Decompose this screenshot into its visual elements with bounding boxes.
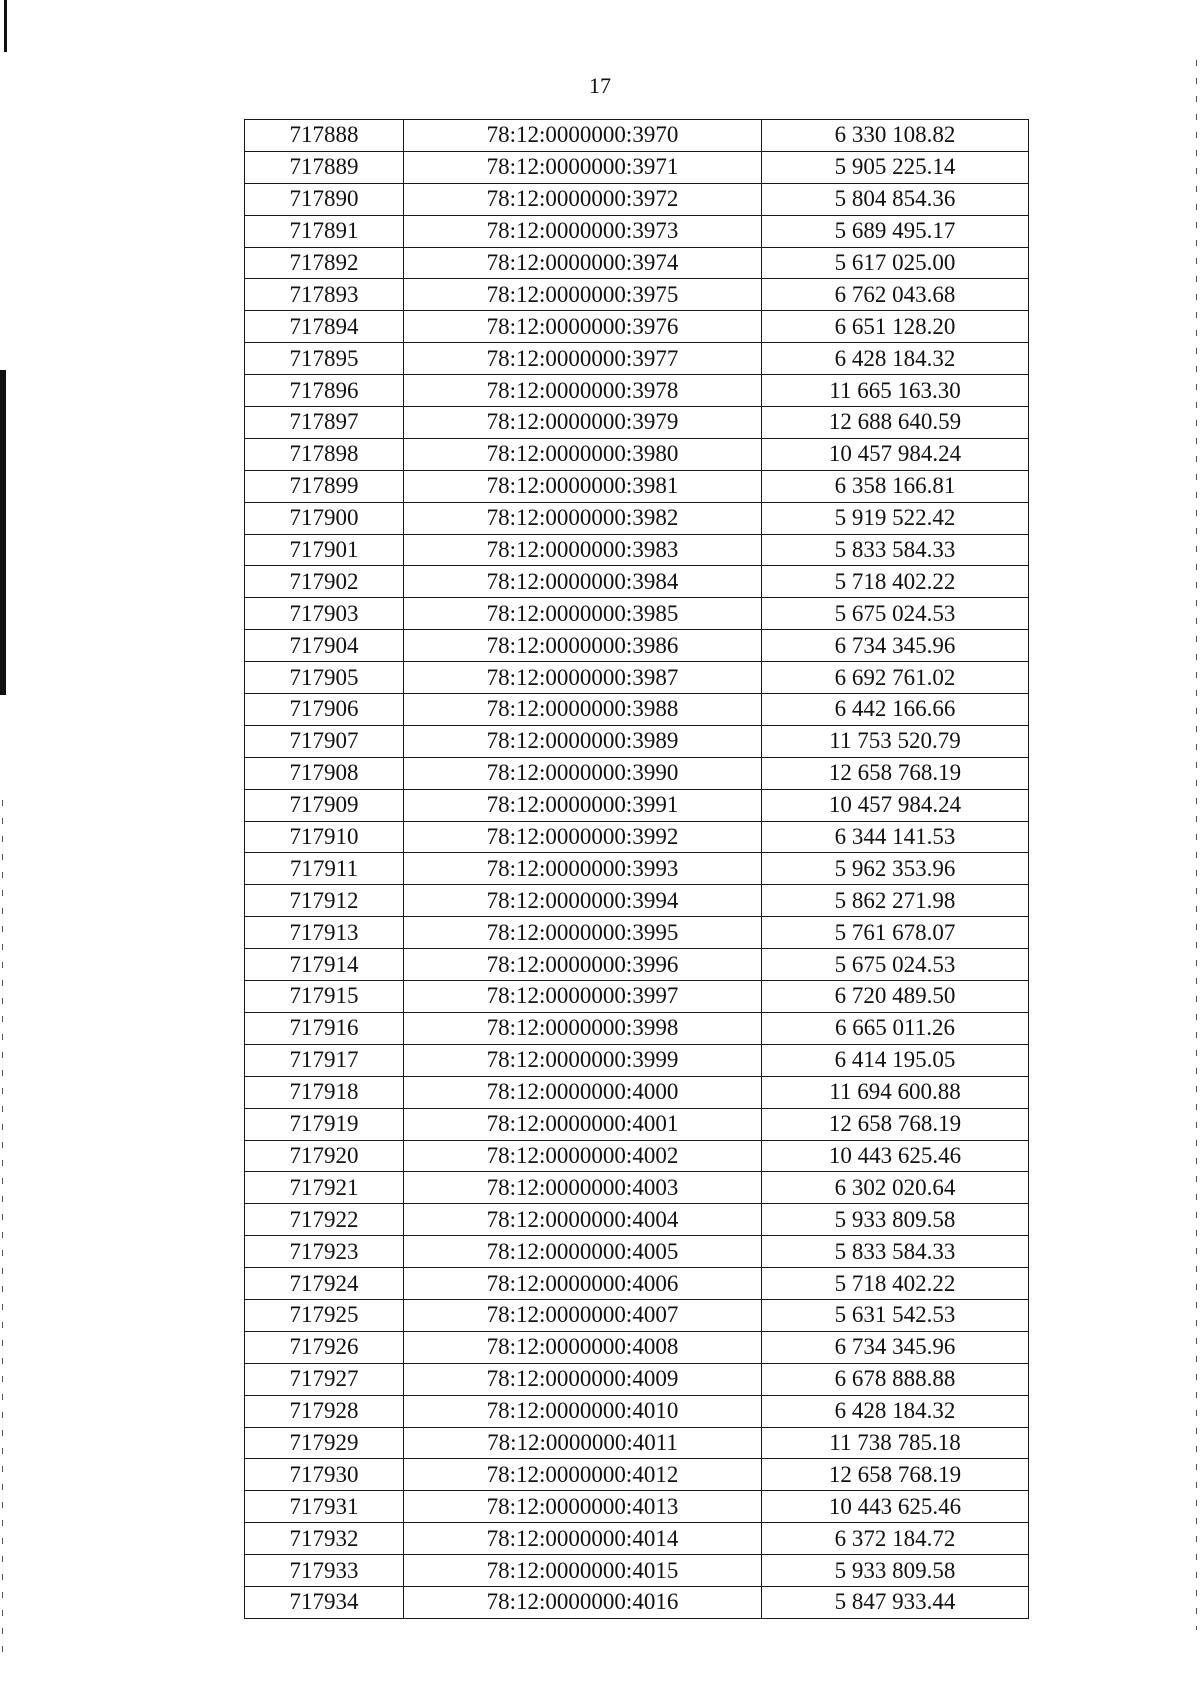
- record-number-cell: 717927: [245, 1363, 404, 1395]
- cadastral-number-cell: 78:12:0000000:3977: [404, 343, 762, 375]
- record-number-cell: 717913: [245, 917, 404, 949]
- cadastral-value-cell: 11 694 600.88: [762, 1076, 1029, 1108]
- record-number-cell: 717919: [245, 1108, 404, 1140]
- record-number-cell: 717917: [245, 1044, 404, 1076]
- table-row: [245, 1555, 1029, 1587]
- cadastral-value-cell: 5 804 854.36: [762, 183, 1029, 215]
- record-number-cell: 717933: [245, 1555, 404, 1587]
- table-row: [245, 375, 1029, 407]
- table-row: [245, 789, 1029, 821]
- table-row: [245, 1523, 1029, 1555]
- cadastral-value-cell: 6 344 141.53: [762, 821, 1029, 853]
- table-row: [245, 1268, 1029, 1300]
- cadastral-value-cell: 11 738 785.18: [762, 1427, 1029, 1459]
- table-row: [245, 885, 1029, 917]
- table-row: [245, 1076, 1029, 1108]
- record-number-cell: 717907: [245, 725, 404, 757]
- record-number-cell: 717888: [245, 120, 404, 152]
- cadastral-number-cell: 78:12:0000000:3981: [404, 470, 762, 502]
- record-number-cell: 717916: [245, 1012, 404, 1044]
- record-number-cell: 717915: [245, 981, 404, 1013]
- cadastral-value-cell: 12 688 640.59: [762, 407, 1029, 439]
- cadastral-number-cell: 78:12:0000000:4006: [404, 1268, 762, 1300]
- scan-edge-dash-right: [1196, 60, 1197, 1630]
- cadastral-value-cell: 5 862 271.98: [762, 885, 1029, 917]
- record-number-cell: 717894: [245, 311, 404, 343]
- table-row: [245, 311, 1029, 343]
- table-row: [245, 343, 1029, 375]
- table-row: [245, 662, 1029, 694]
- cadastral-value-cell: 12 658 768.19: [762, 1459, 1029, 1491]
- cadastral-number-cell: 78:12:0000000:3971: [404, 151, 762, 183]
- page-number: 17: [589, 73, 611, 98]
- table-row: [245, 630, 1029, 662]
- cadastral-value-cell: 5 847 933.44: [762, 1586, 1029, 1618]
- record-number-cell: 717921: [245, 1172, 404, 1204]
- record-number-cell: 717902: [245, 566, 404, 598]
- cadastral-number-cell: 78:12:0000000:4001: [404, 1108, 762, 1140]
- table-row: [245, 1459, 1029, 1491]
- record-number-cell: 717918: [245, 1076, 404, 1108]
- cadastral-number-cell: 78:12:0000000:4012: [404, 1459, 762, 1491]
- cadastral-number-cell: 78:12:0000000:3978: [404, 375, 762, 407]
- cadastral-number-cell: 78:12:0000000:3998: [404, 1012, 762, 1044]
- cadastral-number-cell: 78:12:0000000:3992: [404, 821, 762, 853]
- record-number-cell: 717901: [245, 534, 404, 566]
- cadastral-number-cell: 78:12:0000000:3999: [404, 1044, 762, 1076]
- cadastral-number-cell: 78:12:0000000:3980: [404, 438, 762, 470]
- record-number-cell: 717920: [245, 1140, 404, 1172]
- cadastral-number-cell: 78:12:0000000:3996: [404, 949, 762, 981]
- table-row: [245, 598, 1029, 630]
- table-row: [245, 247, 1029, 279]
- record-number-cell: 717896: [245, 375, 404, 407]
- table-row: [245, 725, 1029, 757]
- cadastral-number-cell: 78:12:0000000:3988: [404, 694, 762, 726]
- cadastral-value-cell: 5 617 025.00: [762, 247, 1029, 279]
- record-number-cell: 717893: [245, 279, 404, 311]
- table-row: [245, 1172, 1029, 1204]
- cadastral-number-cell: 78:12:0000000:3972: [404, 183, 762, 215]
- cadastral-value-cell: 6 428 184.32: [762, 343, 1029, 375]
- record-number-cell: 717934: [245, 1586, 404, 1618]
- table-row: [245, 279, 1029, 311]
- table-row: [245, 1299, 1029, 1331]
- cadastral-value-cell: 6 302 020.64: [762, 1172, 1029, 1204]
- table-row: [245, 1012, 1029, 1044]
- table-row: [245, 1108, 1029, 1140]
- table-row: [245, 1363, 1029, 1395]
- cadastral-number-cell: 78:12:0000000:4007: [404, 1299, 762, 1331]
- table-row: [245, 215, 1029, 247]
- cadastral-value-cell: 5 675 024.53: [762, 949, 1029, 981]
- cadastral-number-cell: 78:12:0000000:3987: [404, 662, 762, 694]
- cadastral-number-cell: 78:12:0000000:4016: [404, 1586, 762, 1618]
- cadastral-number-cell: 78:12:0000000:3973: [404, 215, 762, 247]
- cadastral-number-cell: 78:12:0000000:3979: [404, 407, 762, 439]
- table-row: [245, 1331, 1029, 1363]
- table-row: [245, 151, 1029, 183]
- table-row: [245, 566, 1029, 598]
- cadastral-number-cell: 78:12:0000000:4015: [404, 1555, 762, 1587]
- record-number-cell: 717912: [245, 885, 404, 917]
- cadastral-value-cell: 5 675 024.53: [762, 598, 1029, 630]
- cadastral-number-cell: 78:12:0000000:4009: [404, 1363, 762, 1395]
- record-number-cell: 717929: [245, 1427, 404, 1459]
- record-number-cell: 717895: [245, 343, 404, 375]
- cadastral-value-cell: 11 753 520.79: [762, 725, 1029, 757]
- table-row: [245, 1427, 1029, 1459]
- cadastral-number-cell: 78:12:0000000:3995: [404, 917, 762, 949]
- record-number-cell: 717924: [245, 1268, 404, 1300]
- record-number-cell: 717906: [245, 694, 404, 726]
- table-row: [245, 438, 1029, 470]
- cadastral-value-cell: 6 428 184.32: [762, 1395, 1029, 1427]
- table-row: [245, 470, 1029, 502]
- cadastral-number-cell: 78:12:0000000:4011: [404, 1427, 762, 1459]
- cadastral-number-cell: 78:12:0000000:3989: [404, 725, 762, 757]
- cadastral-value-cell: 6 734 345.96: [762, 630, 1029, 662]
- record-number-cell: 717914: [245, 949, 404, 981]
- cadastral-value-cell: 6 442 166.66: [762, 694, 1029, 726]
- cadastral-number-cell: 78:12:0000000:4004: [404, 1204, 762, 1236]
- cadastral-value-cell: 5 833 584.33: [762, 1236, 1029, 1268]
- record-number-cell: 717908: [245, 757, 404, 789]
- table-row: [245, 502, 1029, 534]
- cadastral-value-cell: 6 414 195.05: [762, 1044, 1029, 1076]
- record-number-cell: 717909: [245, 789, 404, 821]
- record-number-cell: 717903: [245, 598, 404, 630]
- table-row: [245, 183, 1029, 215]
- cadastral-number-cell: 78:12:0000000:4013: [404, 1491, 762, 1523]
- cadastral-value-cell: 5 689 495.17: [762, 215, 1029, 247]
- table-row: [245, 917, 1029, 949]
- record-number-cell: 717922: [245, 1204, 404, 1236]
- cadastral-number-cell: 78:12:0000000:3997: [404, 981, 762, 1013]
- cadastral-number-cell: 78:12:0000000:4005: [404, 1236, 762, 1268]
- table-row: [245, 853, 1029, 885]
- record-number-cell: 717923: [245, 1236, 404, 1268]
- record-number-cell: 717898: [245, 438, 404, 470]
- table-row: [245, 1140, 1029, 1172]
- cadastral-value-cell: 12 658 768.19: [762, 757, 1029, 789]
- record-number-cell: 717904: [245, 630, 404, 662]
- cadastral-number-cell: 78:12:0000000:3991: [404, 789, 762, 821]
- record-number-cell: 717925: [245, 1299, 404, 1331]
- table-row: [245, 1395, 1029, 1427]
- cadastral-value-cell: 5 718 402.22: [762, 1268, 1029, 1300]
- cadastral-value-cell: 12 658 768.19: [762, 1108, 1029, 1140]
- table-row: [245, 694, 1029, 726]
- table-body: [245, 120, 1029, 1619]
- record-number-cell: 717932: [245, 1523, 404, 1555]
- record-number-cell: 717905: [245, 662, 404, 694]
- scan-edge-mark-left: [0, 370, 6, 695]
- scan-edge-dash-left: [2, 800, 3, 1660]
- record-number-cell: 717899: [245, 470, 404, 502]
- table-row: [245, 1236, 1029, 1268]
- cadastral-number-cell: 78:12:0000000:3986: [404, 630, 762, 662]
- table-row: [245, 120, 1029, 152]
- cadastral-value-cell: 5 933 809.58: [762, 1204, 1029, 1236]
- cadastral-value-cell: 5 933 809.58: [762, 1555, 1029, 1587]
- record-number-cell: 717931: [245, 1491, 404, 1523]
- cadastral-value-cell: 6 678 888.88: [762, 1363, 1029, 1395]
- cadastral-number-cell: 78:12:0000000:3993: [404, 853, 762, 885]
- cadastral-number-cell: 78:12:0000000:3984: [404, 566, 762, 598]
- cadastral-number-cell: 78:12:0000000:3975: [404, 279, 762, 311]
- record-number-cell: 717892: [245, 247, 404, 279]
- cadastral-number-cell: 78:12:0000000:3976: [404, 311, 762, 343]
- cadastral-value-cell: 6 665 011.26: [762, 1012, 1029, 1044]
- cadastral-number-cell: 78:12:0000000:3994: [404, 885, 762, 917]
- cadastral-number-cell: 78:12:0000000:4014: [404, 1523, 762, 1555]
- cadastral-value-cell: 6 734 345.96: [762, 1331, 1029, 1363]
- record-number-cell: 717930: [245, 1459, 404, 1491]
- table-row: [245, 1586, 1029, 1618]
- record-number-cell: 717890: [245, 183, 404, 215]
- cadastral-number-cell: 78:12:0000000:4010: [404, 1395, 762, 1427]
- table-row: [245, 949, 1029, 981]
- cadastral-number-cell: 78:12:0000000:3985: [404, 598, 762, 630]
- cadastral-value-cell: 5 718 402.22: [762, 566, 1029, 598]
- cadastral-number-cell: 78:12:0000000:3982: [404, 502, 762, 534]
- cadastral-value-cell: 10 457 984.24: [762, 789, 1029, 821]
- record-number-cell: 717889: [245, 151, 404, 183]
- scan-edge-mark-top-left: [4, 0, 7, 52]
- cadastral-value-cell: 5 962 353.96: [762, 853, 1029, 885]
- cadastral-number-cell: 78:12:0000000:4002: [404, 1140, 762, 1172]
- cadastral-number-cell: 78:12:0000000:3983: [404, 534, 762, 566]
- table-row: [245, 1491, 1029, 1523]
- cadastral-value-cell: 5 919 522.42: [762, 502, 1029, 534]
- cadastral-value-cell: 5 833 584.33: [762, 534, 1029, 566]
- cadastral-number-cell: 78:12:0000000:3990: [404, 757, 762, 789]
- record-number-cell: 717900: [245, 502, 404, 534]
- cadastral-number-cell: 78:12:0000000:4003: [404, 1172, 762, 1204]
- table-row: [245, 1044, 1029, 1076]
- record-number-cell: 717910: [245, 821, 404, 853]
- cadastral-value-cell: 6 330 108.82: [762, 120, 1029, 152]
- record-number-cell: 717897: [245, 407, 404, 439]
- cadastral-value-cell: 11 665 163.30: [762, 375, 1029, 407]
- cadastral-value-cell: 5 631 542.53: [762, 1299, 1029, 1331]
- cadastral-value-cell: 10 443 625.46: [762, 1491, 1029, 1523]
- table-row: [245, 821, 1029, 853]
- cadastral-value-cell: 5 905 225.14: [762, 151, 1029, 183]
- cadastral-value-cell: 6 692 761.02: [762, 662, 1029, 694]
- table-row: [245, 407, 1029, 439]
- table-row: [245, 981, 1029, 1013]
- table-row: [245, 534, 1029, 566]
- cadastral-value-cell: 6 720 489.50: [762, 981, 1029, 1013]
- cadastral-value-cell: 6 762 043.68: [762, 279, 1029, 311]
- record-number-cell: 717891: [245, 215, 404, 247]
- cadastral-value-table: [244, 119, 1029, 1619]
- cadastral-number-cell: 78:12:0000000:4000: [404, 1076, 762, 1108]
- table-row: [245, 757, 1029, 789]
- cadastral-value-cell: 10 457 984.24: [762, 438, 1029, 470]
- table-row: [245, 1204, 1029, 1236]
- cadastral-value-cell: 6 358 166.81: [762, 470, 1029, 502]
- record-number-cell: 717911: [245, 853, 404, 885]
- cadastral-number-cell: 78:12:0000000:3974: [404, 247, 762, 279]
- record-number-cell: 717926: [245, 1331, 404, 1363]
- cadastral-value-cell: 6 651 128.20: [762, 311, 1029, 343]
- cadastral-number-cell: 78:12:0000000:3970: [404, 120, 762, 152]
- record-number-cell: 717928: [245, 1395, 404, 1427]
- cadastral-number-cell: 78:12:0000000:4008: [404, 1331, 762, 1363]
- cadastral-value-cell: 5 761 678.07: [762, 917, 1029, 949]
- cadastral-value-cell: 10 443 625.46: [762, 1140, 1029, 1172]
- cadastral-value-cell: 6 372 184.72: [762, 1523, 1029, 1555]
